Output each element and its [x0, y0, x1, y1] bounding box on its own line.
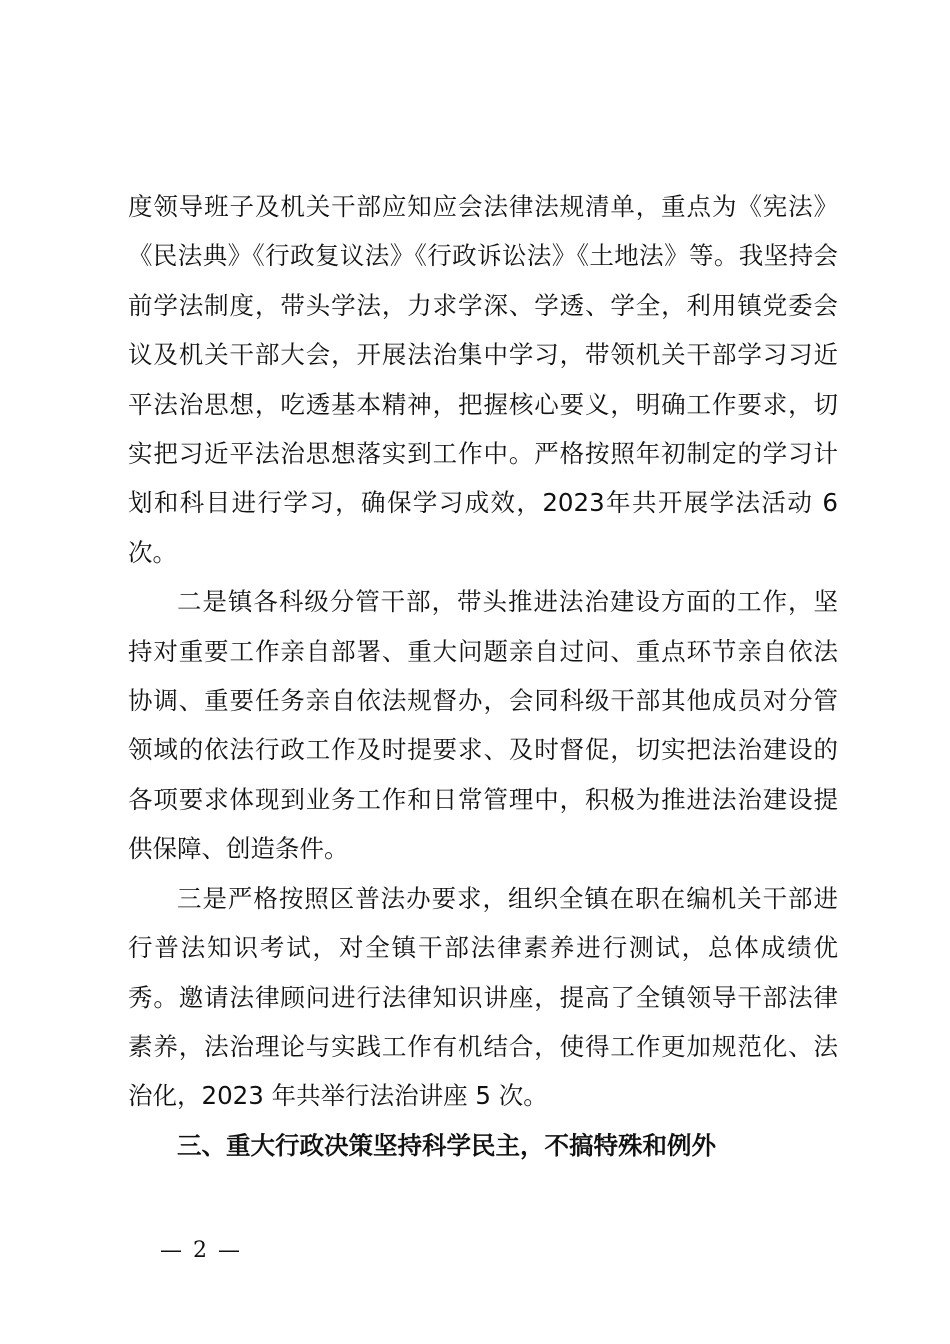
document-body [128, 182, 838, 1170]
paragraph-continuation: 度领导班子及机关干部应知应会法律法规清单，重点为《宪法》《民法典》《行政复议法》《行政诉讼法》《土地法》等。我坚持会前学法制度，带头学法，力求学深、学透、学全，利用镇党委会议及机关干部大会，开展法治集中学习，带领机关干部学习习近平法治思想，吃透基本精神，把握核心要义，明确工作要求，切实把习近平法治思想落实到工作中。严格按照年初制定的学习计划和科目进行学习，确保学习成效，2023年共开展学法活动 6 次。 [128, 192, 838, 567]
paragraph-item-three: 三是严格按照区普法办要求，组织全镇在职在编机关干部进行普法知识考试，对全镇干部法律素养进行测试，总体成绩优秀。邀请法律顾问进行法律知识讲座，提高了全镇领导干部法律素养，法治理论与实践工作有机结合，使得工作更加规范化、法治化，2023 年共举行法治讲座 5 次。 [128, 883, 838, 1111]
paragraph-item-two: 二是镇各科级分管干部，带头推进法治建设方面的工作，坚持对重要工作亲自部署、重大问题亲自过问、重点环节亲自依法协调、重要任务亲自依法规督办，会同科级干部其他成员对分管领域的依法行政工作及时提要求、及时督促，切实把法治建设的各项要求体现到业务工作和日常管理中，积极为推进法治建设提供保障、创造条件。 [128, 587, 838, 864]
page-number: — 2 — [160, 1238, 242, 1263]
section-heading: 三、重大行政决策坚持科学民主，不搞特殊和例外 [177, 1130, 716, 1160]
